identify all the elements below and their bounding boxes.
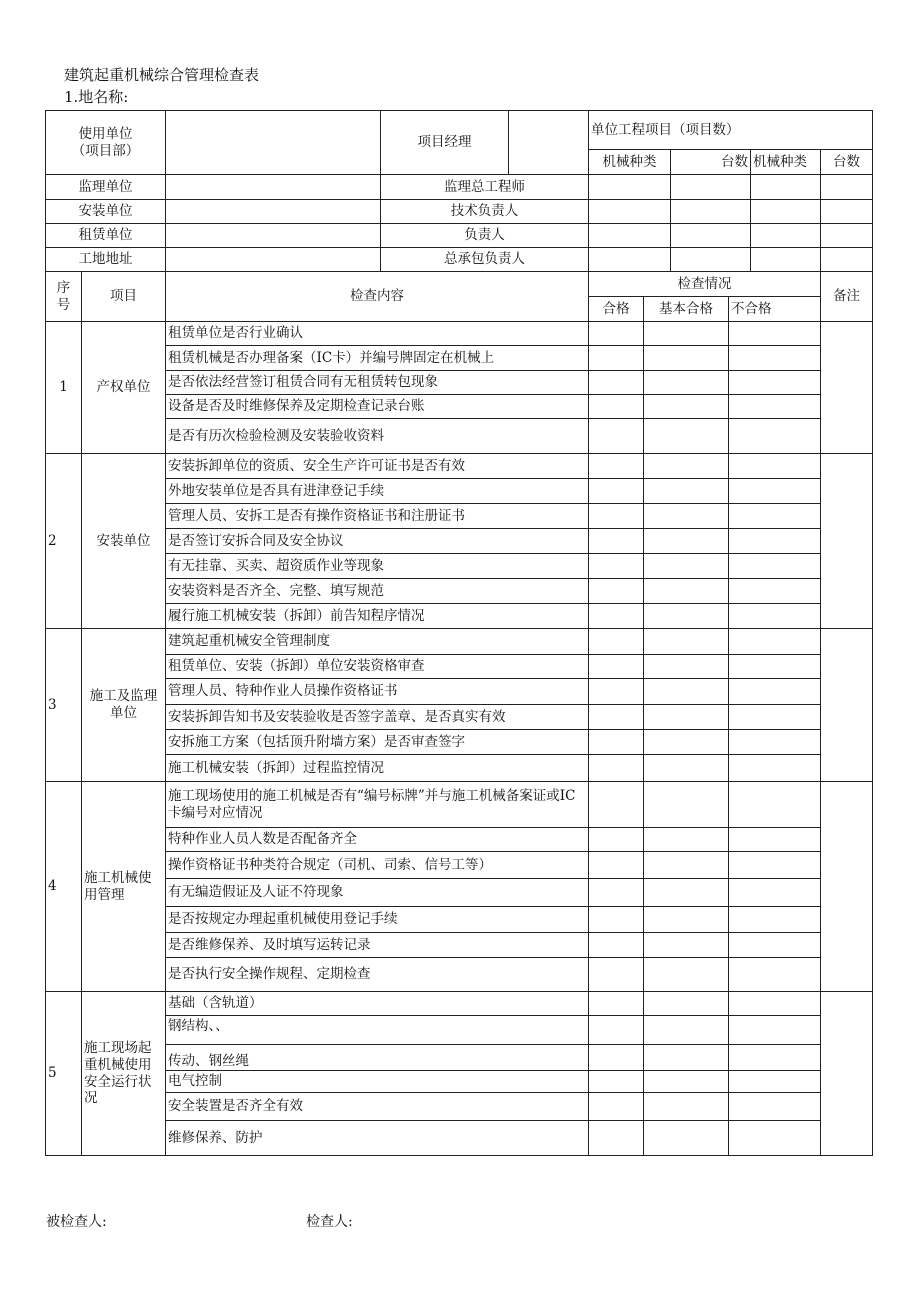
basic-pass-cell[interactable] <box>644 933 729 958</box>
check-item: 履行施工机械安装（拆卸）前告知程序情况 <box>166 604 589 629</box>
machine-cell[interactable] <box>671 224 751 248</box>
pass-cell[interactable] <box>589 1071 644 1093</box>
pass-header: 合格 <box>589 297 644 322</box>
pass-cell[interactable] <box>589 958 644 992</box>
machine-cell[interactable] <box>751 224 821 248</box>
fail-cell[interactable] <box>729 1121 821 1156</box>
machine-cell[interactable] <box>671 175 751 200</box>
pass-cell[interactable] <box>589 755 644 782</box>
fail-cell[interactable] <box>729 322 821 346</box>
basic-pass-cell[interactable] <box>644 395 729 419</box>
pass-cell[interactable] <box>589 907 644 933</box>
pass-cell[interactable] <box>589 395 644 419</box>
fail-cell[interactable] <box>729 655 821 679</box>
install-unit-value[interactable] <box>166 200 381 224</box>
check-item: 管理人员、特种作业人员操作资格证书 <box>166 679 589 705</box>
remarks-cell[interactable] <box>821 454 873 629</box>
fail-cell[interactable] <box>729 782 821 828</box>
machine-type-header-2: 机械种类 <box>751 150 821 175</box>
check-item: 建筑起重机械安全管理制度 <box>166 629 589 655</box>
pass-cell[interactable] <box>589 454 644 479</box>
check-item: 是否执行安全操作规程、定期检查 <box>166 958 589 992</box>
lease-unit-value[interactable] <box>166 224 381 248</box>
pass-cell[interactable] <box>589 828 644 852</box>
basic-pass-cell[interactable] <box>644 371 729 395</box>
pass-cell[interactable] <box>589 629 644 655</box>
lease-unit-label: 租赁单位 <box>46 224 166 248</box>
fail-cell[interactable] <box>729 852 821 879</box>
section-name: 施工机械使用管理 <box>82 782 166 992</box>
check-item: 管理人员、安拆工是否有操作资格证书和注册证书 <box>166 504 589 529</box>
pass-cell[interactable] <box>589 554 644 579</box>
pass-cell[interactable] <box>589 730 644 755</box>
basic-pass-cell[interactable] <box>644 1121 729 1156</box>
project-manager-label: 项目经理 <box>381 111 509 175</box>
basic-pass-cell[interactable] <box>644 705 729 730</box>
machine-cell[interactable] <box>589 200 671 224</box>
tech-lead-label: 技术负责人 <box>381 200 589 224</box>
basic-pass-cell[interactable] <box>644 730 729 755</box>
site-name-label: 1.地名称: <box>64 88 129 106</box>
check-item: 安全装置是否齐全有效 <box>166 1093 589 1121</box>
section-number: 3 <box>46 629 82 782</box>
basic-pass-cell[interactable] <box>644 454 729 479</box>
basic-pass-cell[interactable] <box>644 679 729 705</box>
pass-cell[interactable] <box>589 852 644 879</box>
check-item: 安装资料是否齐全、完整、填写规范 <box>166 579 589 604</box>
inspected-party-label: 被检查人: <box>46 1214 107 1230</box>
general-contractor-lead-label: 总承包负责人 <box>381 248 589 272</box>
machine-cell[interactable] <box>821 175 873 200</box>
check-item: 传动、钢丝绳 <box>166 1045 589 1071</box>
basic-pass-cell[interactable] <box>644 1045 729 1071</box>
pass-cell[interactable] <box>589 1121 644 1156</box>
basic-pass-cell[interactable] <box>644 554 729 579</box>
check-item: 是否维修保养、及时填写运转记录 <box>166 933 589 958</box>
fail-cell[interactable] <box>729 992 821 1016</box>
fail-cell[interactable] <box>729 730 821 755</box>
count-header-2: 台数 <box>821 150 873 175</box>
user-unit-label: 使用单位 （项目部） <box>46 111 166 175</box>
pass-cell[interactable] <box>589 579 644 604</box>
check-item: 租赁单位、安装（拆卸）单位安装资格审查 <box>166 655 589 679</box>
remarks-cell[interactable] <box>821 992 873 1156</box>
pass-cell[interactable] <box>589 371 644 395</box>
fail-cell[interactable] <box>729 679 821 705</box>
pass-cell[interactable] <box>589 933 644 958</box>
basic-pass-cell[interactable] <box>644 322 729 346</box>
fail-cell[interactable] <box>729 1016 821 1045</box>
fail-cell[interactable] <box>729 1045 821 1071</box>
pass-cell[interactable] <box>589 604 644 629</box>
fail-cell[interactable] <box>729 1071 821 1093</box>
supervision-unit-value[interactable] <box>166 175 381 200</box>
pass-cell[interactable] <box>589 1016 644 1045</box>
fail-cell[interactable] <box>729 395 821 419</box>
fail-cell[interactable] <box>729 346 821 371</box>
check-item: 设备是否及时维修保养及定期检查记录台账 <box>166 395 589 419</box>
check-item: 安拆施工方案（包括顶升附墙方案）是否审查签字 <box>166 730 589 755</box>
machine-cell[interactable] <box>671 248 751 272</box>
remarks-header: 备注 <box>821 272 873 322</box>
basic-pass-cell[interactable] <box>644 604 729 629</box>
supervision-unit-label: 监理单位 <box>46 175 166 200</box>
section-number: 1 <box>46 322 82 454</box>
section-name: 施工及监理单位 <box>82 629 166 782</box>
project-manager-value[interactable] <box>509 111 589 175</box>
check-item: 有无挂靠、买卖、超资质作业等现象 <box>166 554 589 579</box>
section-name: 安装单位 <box>82 454 166 629</box>
status-header: 检查情况 <box>589 272 821 297</box>
section-name: 施工现场起重机械使用安全运行状况 <box>82 992 166 1156</box>
fail-cell[interactable] <box>729 933 821 958</box>
basic-pass-cell[interactable] <box>644 419 729 454</box>
fail-cell[interactable] <box>729 907 821 933</box>
check-item: 操作资格证书种类符合规定（司机、司索、信号工等） <box>166 852 589 879</box>
basic-pass-cell[interactable] <box>644 992 729 1016</box>
remarks-cell[interactable] <box>821 629 873 782</box>
check-item: 安装拆卸单位的资质、安全生产许可证书是否有效 <box>166 454 589 479</box>
section-number: 2 <box>46 454 82 629</box>
pass-cell[interactable] <box>589 1045 644 1071</box>
pass-cell[interactable] <box>589 322 644 346</box>
chief-supervisor-label: 监理总工程师 <box>381 175 589 200</box>
pass-cell[interactable] <box>589 705 644 730</box>
fail-cell[interactable] <box>729 755 821 782</box>
pass-cell[interactable] <box>589 419 644 454</box>
machine-cell[interactable] <box>589 224 671 248</box>
basic-pass-cell[interactable] <box>644 346 729 371</box>
site-address-value[interactable] <box>166 248 381 272</box>
count-header-1: 台数 <box>671 150 751 175</box>
basic-pass-cell[interactable] <box>644 852 729 879</box>
machine-cell[interactable] <box>821 224 873 248</box>
user-unit-value[interactable] <box>166 111 381 175</box>
section-name: 产权单位 <box>82 322 166 454</box>
check-item: 外地安装单位是否具有进津登记手续 <box>166 479 589 504</box>
check-item: 租赁单位是否行业确认 <box>166 322 589 346</box>
install-unit-label: 安装单位 <box>46 200 166 224</box>
fail-cell[interactable] <box>729 579 821 604</box>
machine-cell[interactable] <box>751 200 821 224</box>
check-item: 基础（含轨道） <box>166 992 589 1016</box>
basic-pass-cell[interactable] <box>644 1093 729 1121</box>
basic-pass-cell[interactable] <box>644 1071 729 1093</box>
page-title: 建筑起重机械综合管理检查表 <box>64 66 260 84</box>
content-header: 检查内容 <box>166 272 589 322</box>
fail-cell[interactable] <box>729 629 821 655</box>
basic-pass-cell[interactable] <box>644 879 729 907</box>
fail-cell[interactable] <box>729 554 821 579</box>
pass-cell[interactable] <box>589 782 644 828</box>
pass-cell[interactable] <box>589 529 644 554</box>
check-item: 有无编造假证及人证不符现象 <box>166 879 589 907</box>
basic-pass-cell[interactable] <box>644 529 729 554</box>
machine-cell[interactable] <box>821 248 873 272</box>
pass-cell[interactable] <box>589 679 644 705</box>
remarks-cell[interactable] <box>821 322 873 454</box>
basic-pass-header: 基本合格 <box>644 297 729 322</box>
pass-cell[interactable] <box>589 1093 644 1121</box>
check-item: 安装拆卸告知书及安装验收是否签字盖章、是否真实有效 <box>166 705 589 730</box>
responsible-label: 负责人 <box>381 224 589 248</box>
check-item: 维修保养、防护 <box>166 1121 589 1156</box>
fail-cell[interactable] <box>729 1093 821 1121</box>
inspector-label: 检查人: <box>306 1214 353 1230</box>
machine-cell[interactable] <box>751 248 821 272</box>
machine-cell[interactable] <box>671 200 751 224</box>
check-item: 钢结构、、 <box>166 1016 589 1045</box>
pass-cell[interactable] <box>589 504 644 529</box>
basic-pass-cell[interactable] <box>644 782 729 828</box>
check-item: 特种作业人员人数是否配备齐全 <box>166 828 589 852</box>
check-item: 电气控制 <box>166 1071 589 1093</box>
unit-project-label: 单位工程项目（项目数） <box>589 111 873 150</box>
fail-cell[interactable] <box>729 529 821 554</box>
remarks-cell[interactable] <box>821 782 873 992</box>
pass-cell[interactable] <box>589 346 644 371</box>
inspection-table <box>45 110 873 1156</box>
section-number: 4 <box>46 782 82 992</box>
basic-pass-cell[interactable] <box>644 755 729 782</box>
machine-cell[interactable] <box>589 175 671 200</box>
site-address-label: 工地地址 <box>46 248 166 272</box>
fail-cell[interactable] <box>729 504 821 529</box>
check-item: 租赁机械是否办理备案（IC卡）并编号牌固定在机械上 <box>166 346 589 371</box>
fail-cell[interactable] <box>729 828 821 852</box>
check-item: 是否按规定办理起重机械使用登记手续 <box>166 907 589 933</box>
check-item: 施工机械安装（拆卸）过程监控情况 <box>166 755 589 782</box>
pass-cell[interactable] <box>589 879 644 907</box>
pass-cell[interactable] <box>589 479 644 504</box>
basic-pass-cell[interactable] <box>644 629 729 655</box>
fail-cell[interactable] <box>729 958 821 992</box>
basic-pass-cell[interactable] <box>644 907 729 933</box>
check-item: 是否签订安拆合同及安全协议 <box>166 529 589 554</box>
machine-type-header-1: 机械种类 <box>589 150 671 175</box>
section-number: 5 <box>46 992 82 1156</box>
fail-cell[interactable] <box>729 419 821 454</box>
seq-header: 序 号 <box>46 272 82 322</box>
pass-cell[interactable] <box>589 992 644 1016</box>
basic-pass-cell[interactable] <box>644 504 729 529</box>
item-header: 项目 <box>82 272 166 322</box>
basic-pass-cell[interactable] <box>644 579 729 604</box>
fail-cell[interactable] <box>729 705 821 730</box>
check-item: 是否有历次检验检测及安装验收资料 <box>166 419 589 454</box>
check-item: 是否依法经营签订租赁合同有无租赁转包现象 <box>166 371 589 395</box>
machine-cell[interactable] <box>821 200 873 224</box>
basic-pass-cell[interactable] <box>644 958 729 992</box>
fail-cell[interactable] <box>729 454 821 479</box>
basic-pass-cell[interactable] <box>644 1016 729 1045</box>
machine-cell[interactable] <box>751 175 821 200</box>
fail-cell[interactable] <box>729 604 821 629</box>
fail-cell[interactable] <box>729 371 821 395</box>
fail-cell[interactable] <box>729 479 821 504</box>
pass-cell[interactable] <box>589 655 644 679</box>
basic-pass-cell[interactable] <box>644 655 729 679</box>
basic-pass-cell[interactable] <box>644 479 729 504</box>
machine-cell[interactable] <box>589 248 671 272</box>
fail-cell[interactable] <box>729 879 821 907</box>
fail-header: 不合格 <box>729 297 821 322</box>
check-item: 施工现场使用的施工机械是否有“编号标牌”并与施工机械备案证或IC卡编号对应情况 <box>166 782 589 828</box>
basic-pass-cell[interactable] <box>644 828 729 852</box>
